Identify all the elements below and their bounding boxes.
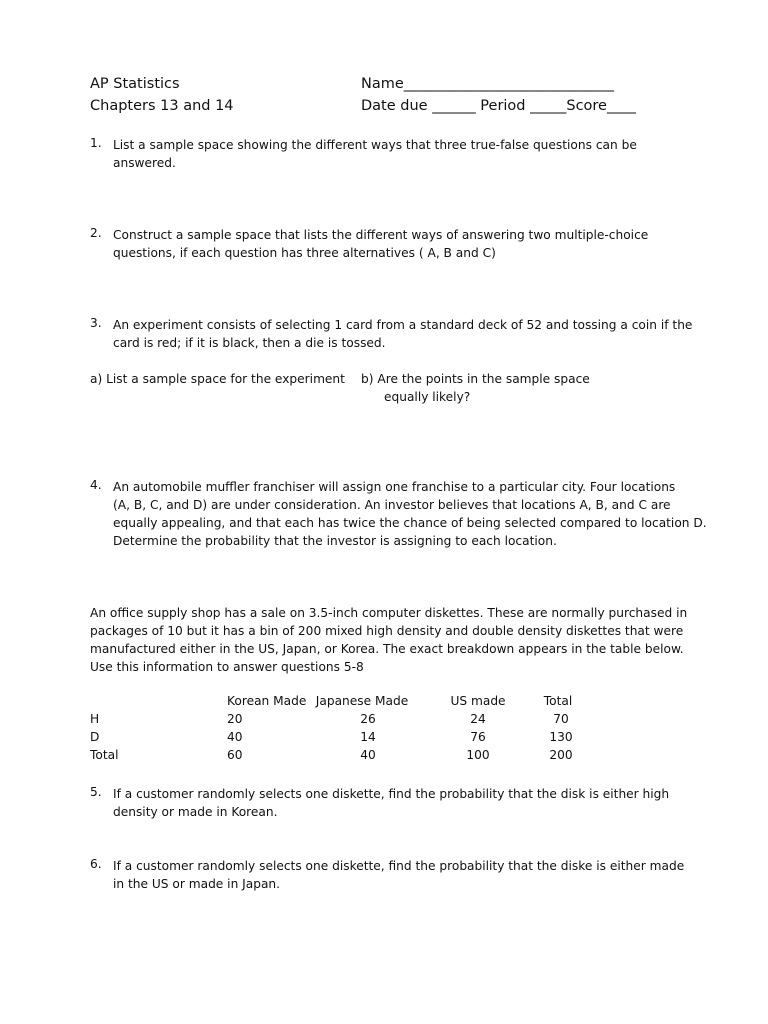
- intro-line: manufactured either in the US, Japan, or Korea. The exact breakdown appears in the table below.: [90, 642, 684, 656]
- question-text-line: Determine the probability that the investor is assigning to each location.: [113, 534, 557, 548]
- name-field-line: Name_____________________________: [361, 76, 615, 92]
- question-text-line: questions, if each question has three alternatives ( A, B and C): [113, 246, 496, 260]
- question-text-line: If a customer randomly selects one diskette, find the probability that the diske is either made: [113, 859, 685, 873]
- question-text-line: in the US or made in Japan.: [113, 877, 281, 891]
- intro-line: Use this information to answer questions 5-8: [90, 660, 364, 674]
- table-cell: 26: [360, 712, 376, 726]
- question-text-line: card is red; if it is black, then a die is tossed.: [113, 336, 386, 350]
- table-row-label: Total: [90, 748, 119, 762]
- table-header-korean: Korean Made: [227, 694, 307, 708]
- question-text-line: List a sample space showing the different ways that three true-false questions can be: [113, 138, 637, 152]
- table-cell: 24: [470, 712, 486, 726]
- question-number: 2.: [90, 226, 102, 240]
- table-cell: 100: [466, 748, 490, 762]
- table-cell: 20: [227, 712, 243, 726]
- question-number: 1.: [90, 136, 102, 150]
- table-cell: 70: [553, 712, 569, 726]
- table-cell: 200: [549, 748, 573, 762]
- table-header-total: Total: [543, 694, 573, 708]
- question-text-line: An experiment consists of selecting 1 card from a standard deck of 52 and tossing a coin if the: [113, 318, 693, 332]
- question-text-line: equally appealing, and that each has twice the chance of being selected compared to location D.: [113, 516, 707, 530]
- question-text-line: (A, B, C, and D) are under consideration. An investor believes that locations A, B, and C are: [113, 498, 671, 512]
- table-row-label: D: [90, 730, 100, 744]
- question-number: 5.: [90, 785, 102, 799]
- table-header-us: US made: [450, 694, 506, 708]
- table-cell: 14: [360, 730, 376, 744]
- chapters-subtitle: Chapters 13 and 14: [90, 98, 234, 114]
- course-title: AP Statistics: [90, 76, 180, 92]
- question-number: 6.: [90, 857, 102, 871]
- table-cell: 130: [549, 730, 573, 744]
- intro-line: An office supply shop has a sale on 3.5-inch computer diskettes. These are normally purchased in: [90, 606, 688, 620]
- table-cell: 40: [227, 730, 243, 744]
- table-cell: 76: [470, 730, 486, 744]
- question-number: 3.: [90, 316, 102, 330]
- table-cell: 60: [227, 748, 243, 762]
- table-header-japanese: Japanese Made: [315, 694, 409, 708]
- question-3-part-b: b) Are the points in the sample space: [361, 372, 590, 386]
- question-3-part-a: a) List a sample space for the experiment: [90, 372, 345, 386]
- question-text-line: answered.: [113, 156, 176, 170]
- table-cell: 40: [360, 748, 376, 762]
- question-number: 4.: [90, 478, 102, 492]
- question-text-line: An automobile muffler franchiser will assign one franchise to a particular city. Four locations: [113, 480, 676, 494]
- intro-line: packages of 10 but it has a bin of 200 mixed high density and double density diskettes that were: [90, 624, 684, 638]
- question-text-line: Construct a sample space that lists the different ways of answering two multiple-choice: [113, 228, 649, 242]
- question-3-part-b-cont: equally likely?: [384, 390, 471, 404]
- table-row-label: H: [90, 712, 100, 726]
- question-text-line: If a customer randomly selects one diskette, find the probability that the disk is either high: [113, 787, 670, 801]
- date-period-score-line: Date due ______ Period _____Score____: [361, 98, 636, 114]
- question-text-line: density or made in Korean.: [113, 805, 278, 819]
